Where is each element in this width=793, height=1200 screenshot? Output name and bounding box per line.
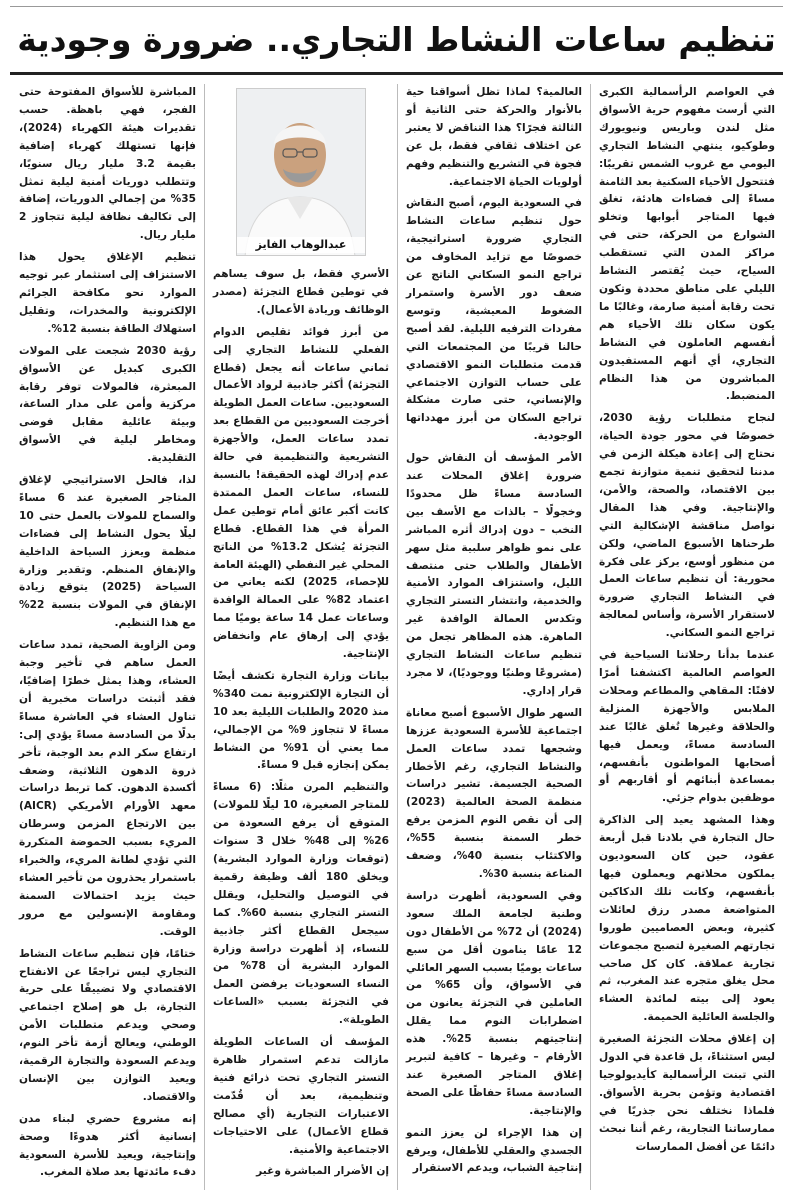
column-3 <box>204 84 397 1190</box>
paragraph: الأسري فقط، بل سوف يساهم في توطين قطاع التجزئة (مصدر الوظائف وريادة الأعمال). <box>213 268 389 316</box>
column-2 <box>397 84 590 1190</box>
paragraph: العالمية؟ لماذا تظل أسواقنا حية بالأنوار والحركة حتى الثانية أو الثالثة فجرًا؟ هذا التناقض لا يعتبر عن اختلاف ثقافي فقط، بل عن فجوة في التشريع والتنظيم وفهم أولويات الحياة الاجتماعية. <box>406 86 582 188</box>
paragraph: والتنظيم المرن مثلًا: (6 مساءً للمتاجر الصغيرة، 10 ليلًا للمولات) المتوقع أن يرفع السعودة من 26% إلى 48% خلال 3 سنوات (توقعات وزارة الموارد البشرية) ويخلق 180 ألف وظيفة رقمية في التوصيل والتحليل، ويقلل التستر التجاري بنسبة 60%. كما سيجعل القطاع أكثر جاذبية للنساء، إذ أظهرت دراسة وزارة الموارد البشرية أن 78% من النساء السعوديات يرفضن العمل في التجزئة بسبب «الساعات الطويلة». <box>213 781 389 1027</box>
paragraph: ومن الزاوية الصحية، تمدد ساعات العمل ساهم في تأخير وجبة العشاء، وهذا يمثل خطرًا إضافيًا، فقد أثبتت دراسات مخبرية أن تناول العشاء في العاشرة مساءً بدلًا من السادسة مساءً يؤدي إلى: ارتفاع سكر الدم بعد الوجبة، تأخر ذروة الدهون الثلاثية، وضعف أكسدة الدهون. كما تربط دراسات معهد الأورام الأمريكي (AICR) بين الارتجاع المزمن وسرطان المريء بسبب الحموضة المتكررة التي تؤدي لطانة المريء، والخبراء باستمرار يحذرون من تأخير العشاء حيث يزيد احتمالات السمنة ومقاومة الإنسولين مع مرور الوقت. <box>19 639 196 938</box>
paragraph: ختامًا، فإن تنظيم ساعات النشاط التجاري ليس تراجعًا عن الانفتاح الاقتصادي ولا تضييقًا على حرية التجارة، بل هو إصلاح اجتماعي وصحي ويدعم متطلبات الأمن الوطني، ويعالج أزمة تأخر النوم، ويدعم السعودة والتجارة الرقمية، ويعيد التوازن بين الإنسان والاقتصاد. <box>19 947 196 1103</box>
paragraph: وهذا المشهد يعيد إلى الذاكرة حال التجارة في بلادنا قبل أربعة عقود، حين كان السعوديون يملكون محلاتهم ويعملون فيها بأنفسهم، وكانت تلك الدكاكين المتواضعة مصدر رزق لعائلات كثيرة، وبعض العصاميين طوروا تجارتهم الصغيرة لتصبح مجموعات تجارية عملاقة. كان كل صاحب محل يغلق متجره عند المغرب، ثم يعود إلى بيته لمائدة العشاء والجلسة العائلية الحميمة. <box>599 814 775 1024</box>
author-portrait-icon <box>236 89 365 256</box>
paragraph: من أبرز فوائد تقليص الدوام الفعلي للنشاط التجاري إلى ثماني ساعات أنه يجعل (قطاع التجزئة) أكثر جاذبية لرواد الأعمال السعوديين. ساعات العمل الطويلة أخرجت السعوديين من القطاع بعد تمدد ساعات العمل، والأجهزة التشريعية والتنظيمية في حالة عدم إدراك لهذه الحقيقة! بالنسبة للنساء، ساعات العمل الممتدة كانت أكبر عائق أمام توطين عمل المرأة في هذا القطاع. قطاع التجزئة يُشكل 13.2% من الناتج المحلي غير النفطي (الهيئة العامة للإحصاء، 2025) لكنه يعاني من اعتماد 82% على العمالة الوافدة وساعات عمل 14 ساعة يوميًا مما يؤدي إلى إرهاق عام وانخفاض الإنتاجية. <box>213 325 389 661</box>
paragraph: إنه مشروع حضري لبناء مدن إنسانية أكثر هدوءًا وصحة وإنتاجية، ويعيد للأسرة السعودية دفء مائدتها بعد صلاة المغرب. <box>19 1112 196 1179</box>
paragraph: إن هذا الإجراء لن يعزز النمو الجسدي والعقلي للأطفال، ويرفع إنتاجية الشباب، ويدعم الاستقرار <box>406 1126 582 1175</box>
paragraph: لذا، فالحل الاستراتيجي لإغلاق المتاجر الصغيرة عند 6 مساءً والسماح للمولات بالعمل حتى 10 ليلًا يحول النشاط إلى فضاءات منظمة ويعزز السياحة الداخلية والإنفاق المنظم. وتقدير وزارة السياحة (2025) يتوقع زيادة الإنفاق في المولات بنسبة 22% مع هذا التنظيم. <box>19 474 197 630</box>
article-columns <box>10 84 783 1190</box>
column-4 <box>11 84 204 1190</box>
top-rule <box>10 6 783 7</box>
headline: تنظيم ساعات النشاط التجاري.. ضرورة وجودية <box>17 20 776 59</box>
headline-rule <box>10 72 783 75</box>
paragraph: إن الأضرار المباشرة وغير <box>256 1165 389 1178</box>
author-name: عبدالوهاب الفايز <box>237 237 365 253</box>
paragraph: المباشرة للأسواق المفتوحة حتى الفجر، فهي باهظة. حسب تقديرات هيئة الكهرباء (2024)، فإنها تستهلك كهرباء إضافية بقيمة 3.2 مليار ريال سنويًا، وتتطلب دوريات أمنية ليلية تمثل 35% من إجمالي الدوريات، إضافة إلى تكاليف نظافة ليلية تتجاوز 2 مليار ريال. <box>19 86 196 242</box>
paragraph: المؤسف أن الساعات الطويلة مازالت تدعم استمرار ظاهرة التستر التجاري تحت ذرائع فنية وتنظيمية، بعد أن قُدّمت الاعتبارات التجارية (أي مصالح قطاع الأعمال) على الاحتياجات الاجتماعية والأمنية. <box>213 1036 389 1156</box>
paragraph: بيانات وزارة التجارة تكشف أيضًا أن التجارة الإلكترونية نمت 340% منذ 2020 والطلبات الليلية بعد 10 مساءً لا تتجاوز 9% من الإجمالي، مما يعني أن 91% من النشاط يمكن إنجازه قبل 9 مساءً. <box>213 669 389 772</box>
paragraph: في السعودية اليوم، أصبح النقاش حول تنظيم ساعات النشاط التجاري ضرورة استراتيجية، خصوصًا مع تزايد المخاوف من تراجع النمو السكاني الناتج عن ضعف دور الأسرة واستمرار الضغوط المعيشية، وتوسع مفردات الترفيه الليلية. لقد أصبح حالنا قريبًا من المجتمعات التي قدمت متطلبات النمو الاقتصادي على حساب التوازن الاجتماعي والإنساني، حتى صارت مشكلة تراجع السكان من أبرز مهدداتها الوجودية. <box>406 197 582 443</box>
paragraph: رؤية 2030 شجعت على المولات الكبرى كبديل عن الأسواق المبعثرة، فالمولات توفر رقابة مركزية وأمن على مدار الساعة، وبيئة عائلية مقابل فوضى ومخاطر ليلية في الأسواق التقليدية. <box>19 344 196 465</box>
paragraph: السهر طوال الأسبوع أصبح معاناة اجتماعية للأسرة السعودية عززها وشجعها تمدد ساعات العمل والنشاط التجاري، رغم الأخطار الصحية الجسيمة. تشير دراسات منظمة الصحة العالمية (2023) إلى أن نقص النوم المزمن يرفع خطر السمنة بنسبة 55%، والاكتئاب بنسبة 40%، وضعف المناعة بنسبة 30%. <box>406 706 582 880</box>
paragraph: الأمر المؤسف أن النقاش حول ضرورة إغلاق المحلات عند السادسة مساءً ظل محدودًا وخجولًا – بالذات مع الأسف بين النخب – دون إدراك أثره المباشر على نمو ظواهر سلبية مثل سهر الأطفال والطلاب حتى منتصف الليل، واستنزاف الموارد الأمنية والخدمية، وانتشار التستر التجاري وتكدس العمالة الوافدة غير الماهرة. هذه المظاهر تجعل من تنظيم ساعات النشاط التجاري (مشروعًا وطنيًا ووجوديًا)، لا مجرد قرار إداري. <box>406 452 582 697</box>
paragraph: في العواصم الرأسمالية الكبرى التي أرست مفهوم حرية الأسواق مثل لندن وباريس ونيويورك وطوكيو، ينتهي النشاط التجاري اليومي مع غروب الشمس تقريبًا: فتتحول الأحياء السكنية بعد الثامنة مساءً إلى فضاءات هادئة، تغلق فيها المتاجر أبوابها وتخلو الشوارع من الحركة، حتى في مراكز المدن التي تستقطب السياح، حيث يُقتصر النشاط الليلي على مناطق محددة وتكون تحت رقابة أمنية صارمة، وغالبًا ما يكون سكان تلك الأحياء هم أنفسهم العاملون في النشاط التجاري، أي أنهم المستفيدون المباشرون من هذا النظام المنضبط. <box>599 86 775 403</box>
author-photo <box>236 88 366 256</box>
column-1 <box>590 84 783 1190</box>
paragraph: تنظيم الإغلاق يحول هذا الاستنزاف إلى استثمار عبر توجيه الموارد نحو مكافحة الجرائم الإلكترونية والمخدرات، وتقليل استهلاك الطاقة بنسبة 12%. <box>19 251 196 335</box>
paragraph: لنجاح متطلبات رؤية 2030، خصوصًا في محور جودة الحياة، نحتاج إلى إعادة هيكلة الزمن في مدننا لتحقيق تنمية متوازنة تجمع بين الاقتصاد، والصحة، والأمن، والإنتاجية. وفي هذا المقال نواصل مناقشة الإشكالية التي طرحناها الأسبوع الماضي، ولكن من منظور أوسع، يركز على فكرة محورية: أن تنظيم ساعات العمل في النشاط التجاري ضرورة لاستقرار الأسرة، وأساس لمعالجة تراجع النمو السكاني. <box>599 412 775 640</box>
paragraph: وفي السعودية، أظهرت دراسة وطنية لجامعة الملك سعود (2024) أن 72% من الأطفال دون 12 عامًا ينامون أقل من سبع ساعات يوميًا بسبب السهر العائلي في الأسواق، وأن 65% من العاملين في التجزئة يعانون من اضطرابات النوم مما يقلل إنتاجيتهم بنسبة 25%. هذه الأرقام – وغيرها – كافية لتبرير إغلاق المتاجر الصغيرة عند السادسة مساءً حفاظًا على الصحة والإنتاجية. <box>406 889 582 1117</box>
paragraph: إن إغلاق محلات التجزئة الصغيرة ليس استثناءً، بل قاعدة في الدول التي تبنت الرأسمالية كأيديولوجيا اقتصادية وتؤمن بحرية الأسواق. فلماذا نختلف نحن جذريًا في ممارساتنا التجارية، رغم أننا نبحث دائمًا عن أفضل الممارسات <box>599 1033 775 1153</box>
paragraph: عندما بدأنا رحلاتنا السياحية في العواصم العالمية اكتشفنا أمرًا لافتًا: المقاهي والمطاعم ومحلات الملابس والأجهزة المنزلية والحلاقة وغيرها تُغلق غالبًا عند السادسة مساءً، ويعمل فيها أصحابها المواطنون بأنفسهم، بمساعدة أبنائهم أو أقاربهم أو موظفين بدوام جزئي. <box>599 649 775 805</box>
